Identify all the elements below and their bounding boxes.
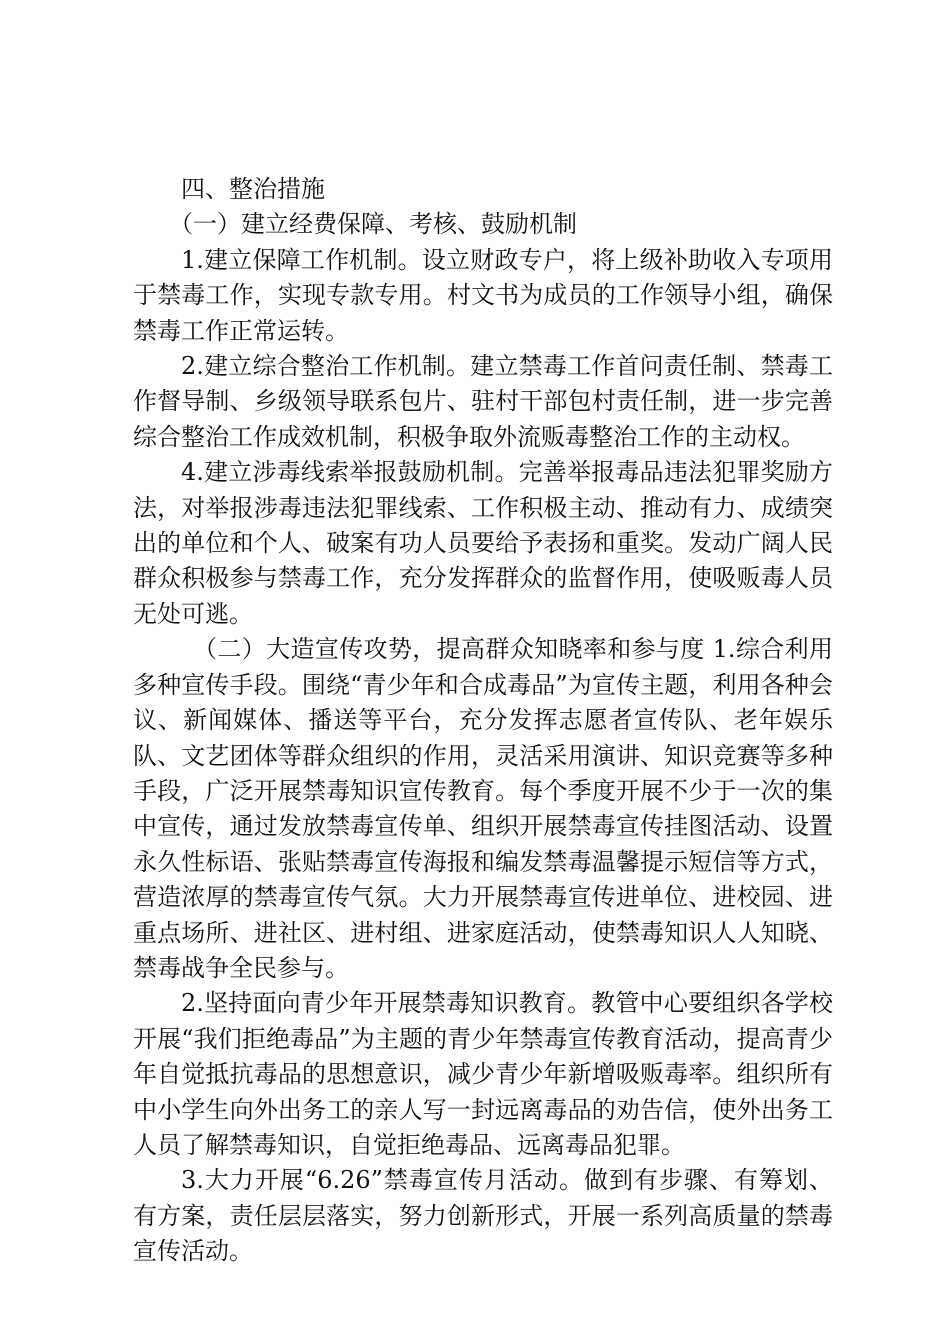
subheading-funding-mechanism: （一）建立经费保障、考核、鼓励机制 (169, 210, 577, 239)
section-heading: 四、整治措施 (181, 175, 325, 203)
document-body (133, 172, 833, 1270)
paragraph-youth-education: 2.坚持面向青少年开展禁毒知识教育。教管中心要组织各学校开展“我们拒绝毒品”为主题的青少年禁毒宣传教育活动，提高青少年自觉抵抗毒品的思想意识，减少青少年新增吸贩毒率。组织所有中小学生向外出务工的亲人写一封远离毒品的劝告信，使外出务工人员了解禁毒知识，自觉拒绝毒品、远离毒品犯罪。 (133, 989, 833, 1159)
paragraph-comprehensive-mechanism: 2.建立综合整治工作机制。建立禁毒工作首问责任制、禁毒工作督导制、乡级领导联系包片、驻村干部包村责任制，进一步完善综合整治工作成效机制，积极争取外流贩毒整治工作的主动权。 (133, 352, 833, 451)
paragraph-reporting-reward-mechanism: 4.建立涉毒线索举报鼓励机制。完善举报毒品违法犯罪奖励方法，对举报涉毒违法犯罪线索、工作积极主动、推动有力、成绩突出的单位和个人、破案有功人员要给予表扬和重奖。发动广阔人民群众积极参与禁毒工作，充分发挥群众的监督作用，使吸贩毒人员无处可逃。 (133, 458, 833, 628)
paragraph-guarantee-mechanism: 1.建立保障工作机制。设立财政专户，将上级补助收入专项用于禁毒工作，实现专款专用。村文书为成员的工作领导小组，确保禁毒工作正常运转。 (133, 245, 833, 345)
paragraph-publicity-campaign: （二）大造宣传攻势，提高群众知晓率和参与度 1.综合利用多种宣传手段。围绕“青少年和合成毒品”为宣传主题，利用各种会议、新闻媒体、播送等平台，充分发挥志愿者宣传队、老年娱乐队、文艺团体等群众组织的作用，灵活采用演讲、知识竞赛等多种手段，广泛开展禁毒知识宣传教育。每个季度开展不少于一次的集中宣传，通过发放禁毒宣传单、组织开展禁毒宣传挂图活动、设置永久性标语、张贴禁毒宣传海报和编发禁毒温馨提示短信等方式，营造浓厚的禁毒宣传气氛。大力开展禁毒宣传进单位、进校园、进重点场所、进社区、进村组、进家庭活动，使禁毒知识人人知晓、禁毒战争全民参与。 (133, 635, 833, 982)
paragraph-626-month: 3.大力开展“6.26”禁毒宣传月活动。做到有步骤、有筹划、有方案，责任层层落实，努力创新形式，开展一系列高质量的禁毒宣传活动。 (133, 1166, 833, 1266)
